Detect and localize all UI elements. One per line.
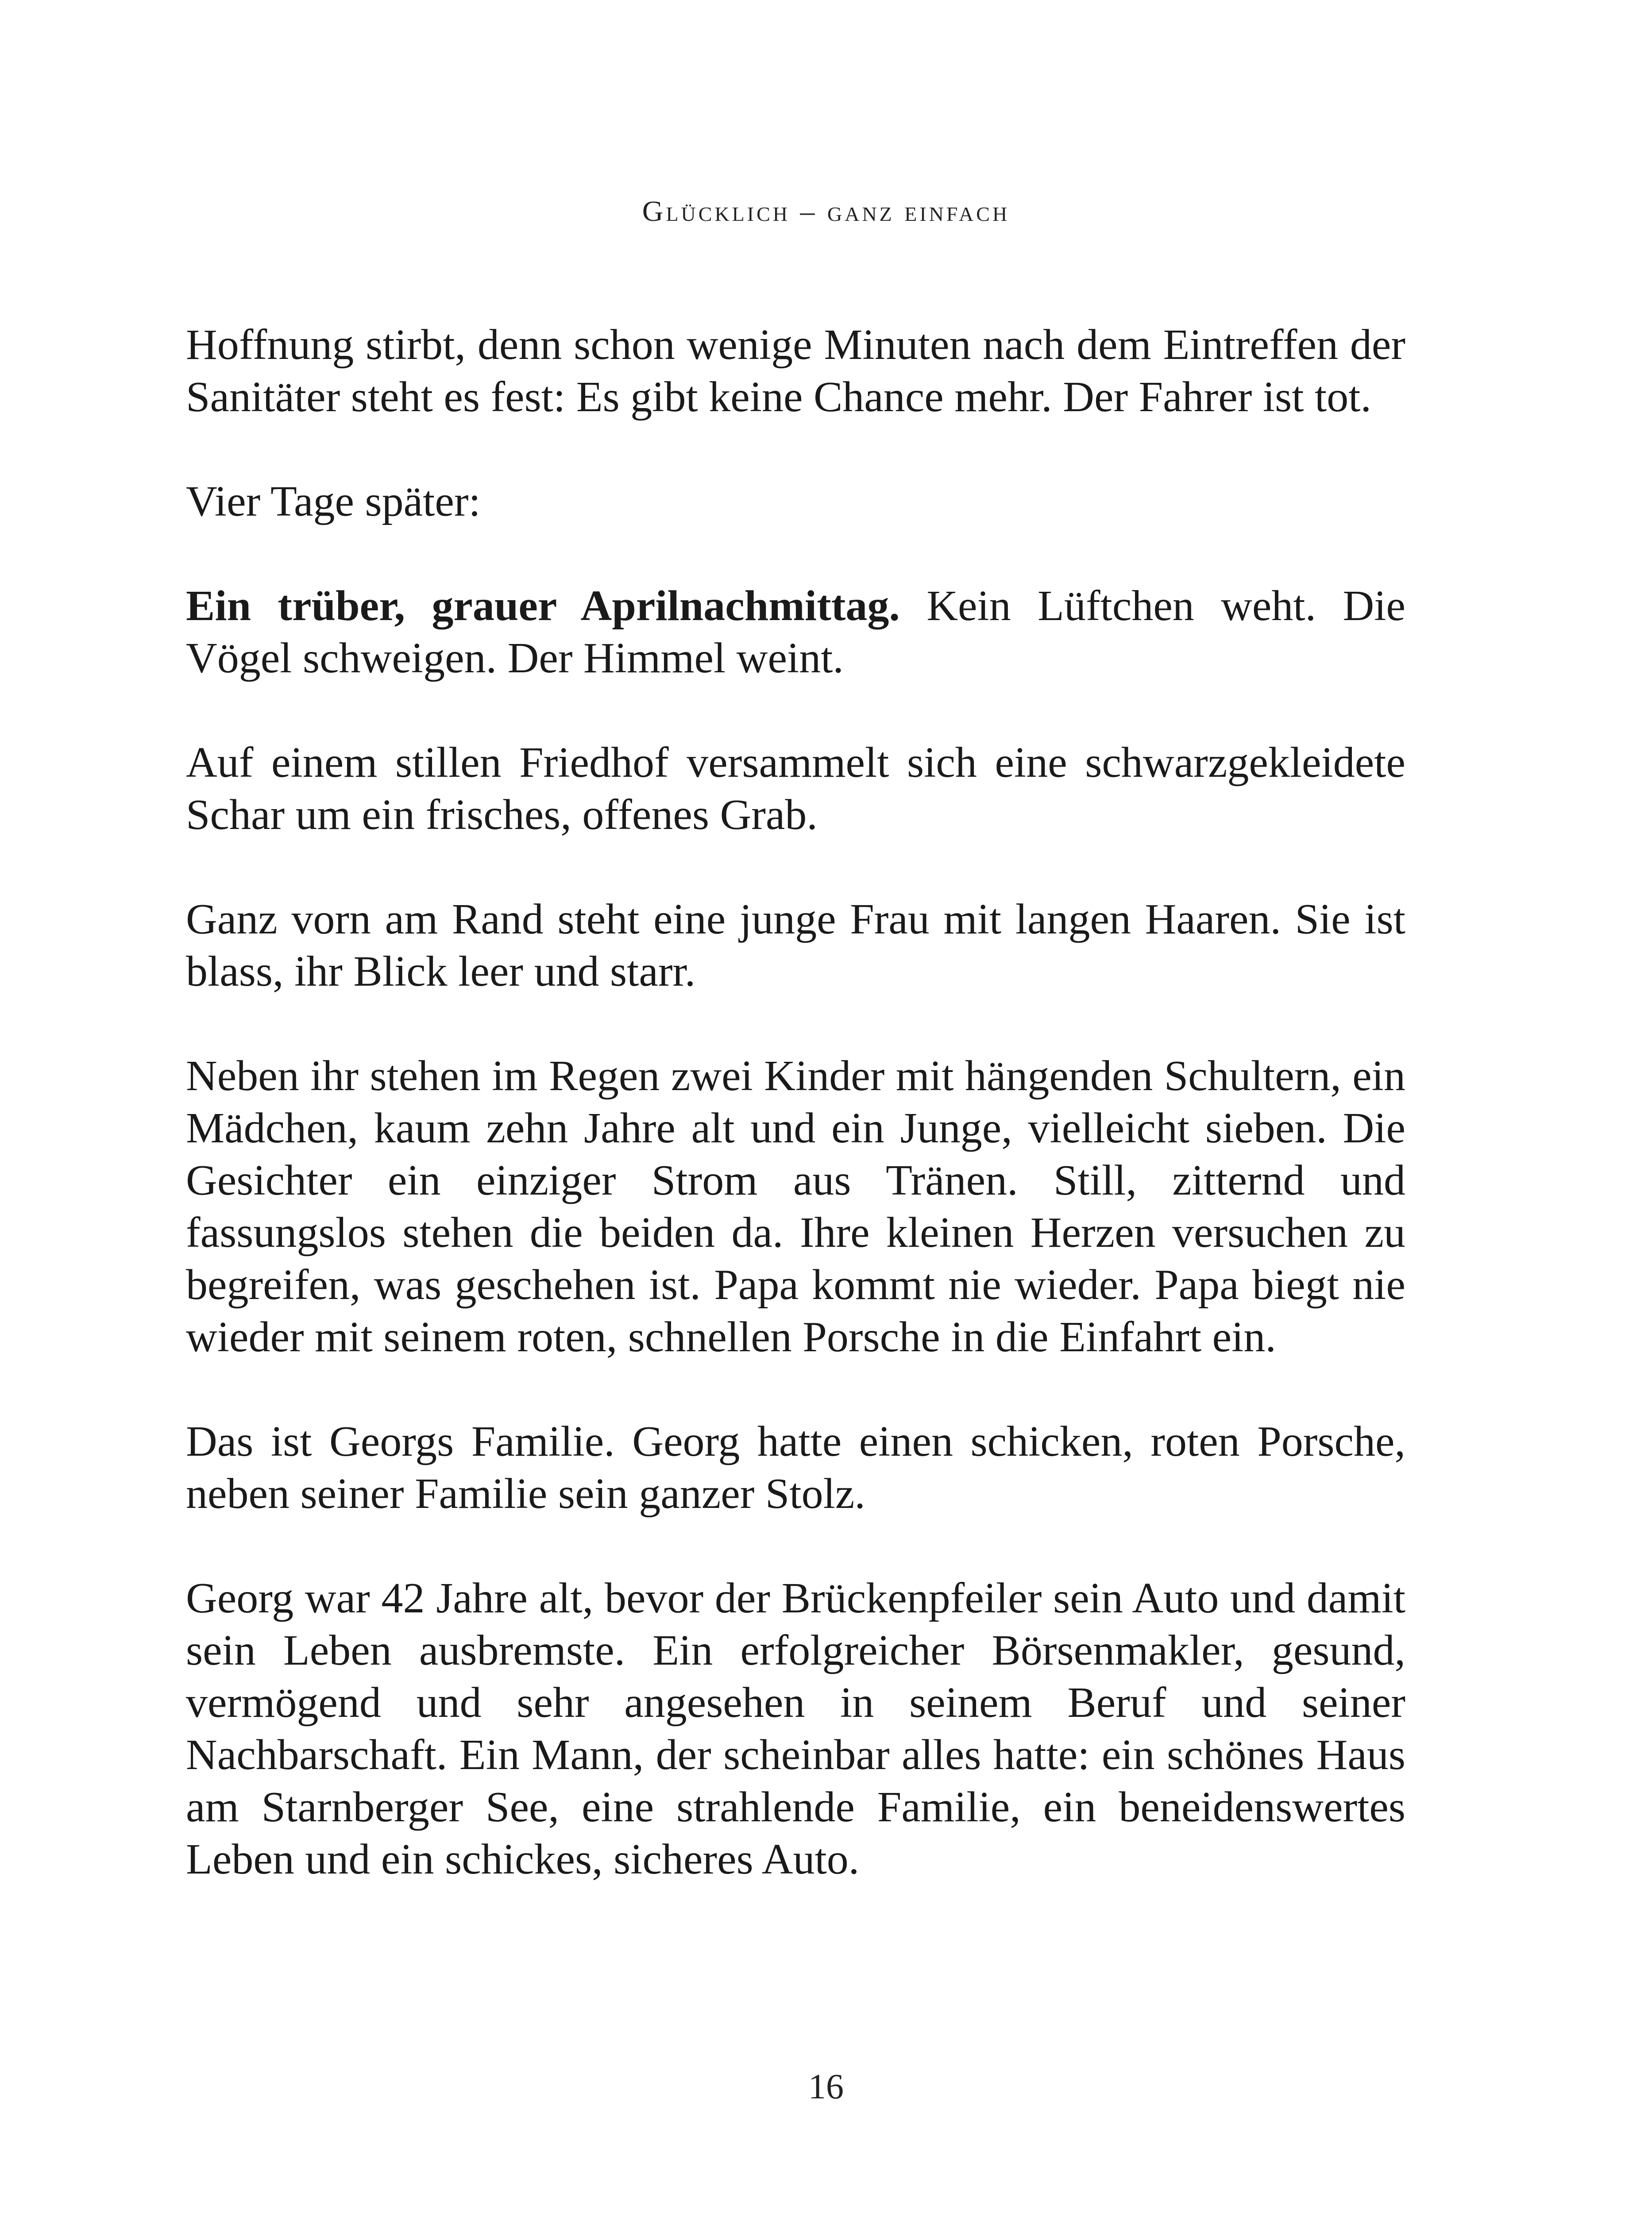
paragraph-text: Neben ihr stehen im Regen zwei Kinder mit hängenden Schultern, ein Mädchen, kaum zehn Jahre alt und ein Junge, vielleicht sieben. Die Gesichter ein einziger Strom aus Tränen. Still, zitternd und fassungslos stehen die beiden da. Ihre kleinen Herzen versuchen zu begreifen, was geschehen ist. Papa kommt nie wieder. Papa biegt nie wieder mit seinem roten, schnellen Porsche in die Einfahrt ein. bbox=[186, 1052, 1405, 1361]
paragraph-text: Vier Tage später: bbox=[186, 478, 481, 525]
body-text bbox=[186, 319, 1405, 1938]
paragraph-3 bbox=[186, 580, 1405, 684]
paragraph-text: Georg war 42 Jahre alt, bevor der Brückenpfeiler sein Auto und damit sein Leben ausbremste. Ein erfolgreicher Börsenmakler, gesund, vermögend und sehr angesehen in seinem Beruf und seiner Nachbarschaft. Ein Mann, der scheinbar alles hatte: ein schönes Haus am Starnberger See, eine strahlende Familie, ein beneidenswertes Leben und ein schickes, sicheres Auto. bbox=[186, 1574, 1405, 1883]
paragraph-1 bbox=[186, 319, 1405, 423]
running-head: Glücklich – ganz einfach bbox=[642, 195, 1010, 227]
paragraph-text: Hoffnung stirbt, denn schon wenige Minuten nach dem Eintreffen der Sanitäter steht es fest: Es gibt keine Chance mehr. Der Fahrer ist tot. bbox=[186, 321, 1405, 421]
paragraph-4 bbox=[186, 736, 1405, 841]
paragraph-2 bbox=[186, 475, 1405, 528]
paragraph-7 bbox=[186, 1415, 1405, 1520]
paragraph-6 bbox=[186, 1050, 1405, 1363]
paragraph-8 bbox=[186, 1572, 1405, 1885]
paragraph-text: Ganz vorn am Rand steht eine junge Frau mit langen Haaren. Sie ist blass, ihr Blick leer und starr. bbox=[186, 895, 1405, 995]
paragraph-text: Das ist Georgs Familie. Georg hatte einen schicken, roten Porsche, neben seiner Familie sein ganzer Stolz. bbox=[186, 1418, 1405, 1518]
paragraph-5 bbox=[186, 893, 1405, 998]
bold-lead-in: Ein trüber, grauer Aprilnachmittag. bbox=[186, 582, 900, 630]
paragraph-text: Kein Lüftchen weht. Die Vögel schweigen. Der Himmel weint. bbox=[186, 582, 1405, 682]
page-number: 16 bbox=[808, 2067, 844, 2106]
paragraph-text: Auf einem stillen Friedhof versammelt sich eine schwarzgekleidete Schar um ein frisches, offenes Grab. bbox=[186, 739, 1405, 839]
